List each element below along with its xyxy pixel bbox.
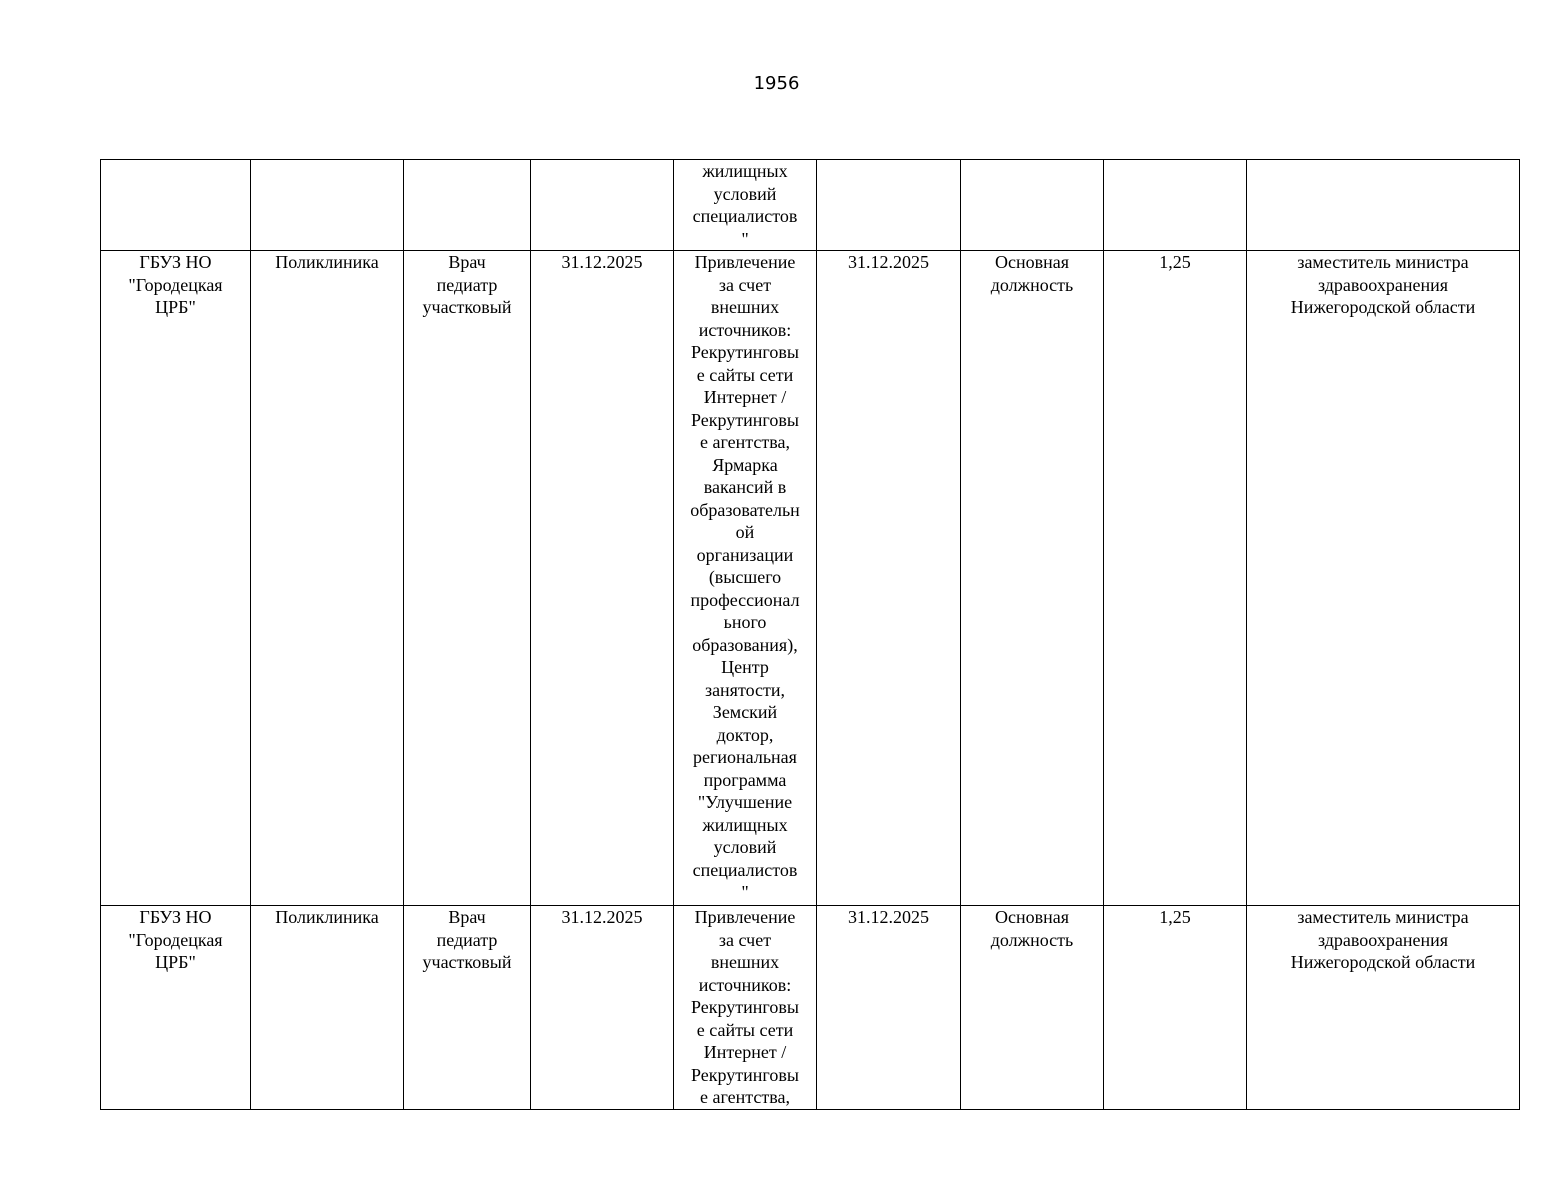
cell-position-type: Основная должность bbox=[961, 251, 1104, 906]
cell-responsible bbox=[1247, 160, 1520, 251]
page-number: 1956 bbox=[753, 73, 800, 94]
cell-position-type: Основная должность bbox=[961, 906, 1104, 1110]
table-row bbox=[101, 251, 1520, 906]
cell-measures: Привлечение за счет внешних источников: Рекрутинговы е сайты сети Интернет / Рекрутинговы е агентства, Ярмарка вакансий в образовательн ой организации (высшего профессионал ьного образования), Центр занятости, Земский доктор, региональная программа "Улучшение жилищных условий специалистов " bbox=[674, 251, 817, 906]
cell-organization: ГБУЗ НО "Городецкая ЦРБ" bbox=[101, 906, 251, 1110]
cell-responsible: заместитель министра здравоохранения Нижегородской области bbox=[1247, 251, 1520, 906]
cell-rate: 1,25 bbox=[1104, 251, 1247, 906]
cell-rate bbox=[1104, 160, 1247, 251]
cell-position bbox=[404, 160, 531, 251]
cell-deadline: 31.12.2025 bbox=[817, 251, 961, 906]
cell-position: Врач педиатр участковый bbox=[404, 906, 531, 1110]
cell-position-type bbox=[961, 160, 1104, 251]
cell-measures: жилищных условий специалистов " bbox=[674, 160, 817, 251]
cell-department: Поликлиника bbox=[251, 906, 404, 1110]
table-row bbox=[101, 160, 1520, 251]
cell-date bbox=[531, 160, 674, 251]
table-row bbox=[101, 906, 1520, 1110]
cell-date: 31.12.2025 bbox=[531, 906, 674, 1110]
cell-organization: ГБУЗ НО "Городецкая ЦРБ" bbox=[101, 251, 251, 906]
cell-rate: 1,25 bbox=[1104, 906, 1247, 1110]
cell-responsible: заместитель министра здравоохранения Нижегородской области bbox=[1247, 906, 1520, 1110]
cell-department bbox=[251, 160, 404, 251]
cell-position: Врач педиатр участковый bbox=[404, 251, 531, 906]
cell-deadline: 31.12.2025 bbox=[817, 906, 961, 1110]
staffing-table bbox=[100, 159, 1520, 1110]
cell-deadline bbox=[817, 160, 961, 251]
cell-measures: Привлечение за счет внешних источников: Рекрутинговы е сайты сети Интернет / Рекрутинговы е агентства, bbox=[674, 906, 817, 1110]
cell-date: 31.12.2025 bbox=[531, 251, 674, 906]
cell-organization bbox=[101, 160, 251, 251]
cell-department: Поликлиника bbox=[251, 251, 404, 906]
